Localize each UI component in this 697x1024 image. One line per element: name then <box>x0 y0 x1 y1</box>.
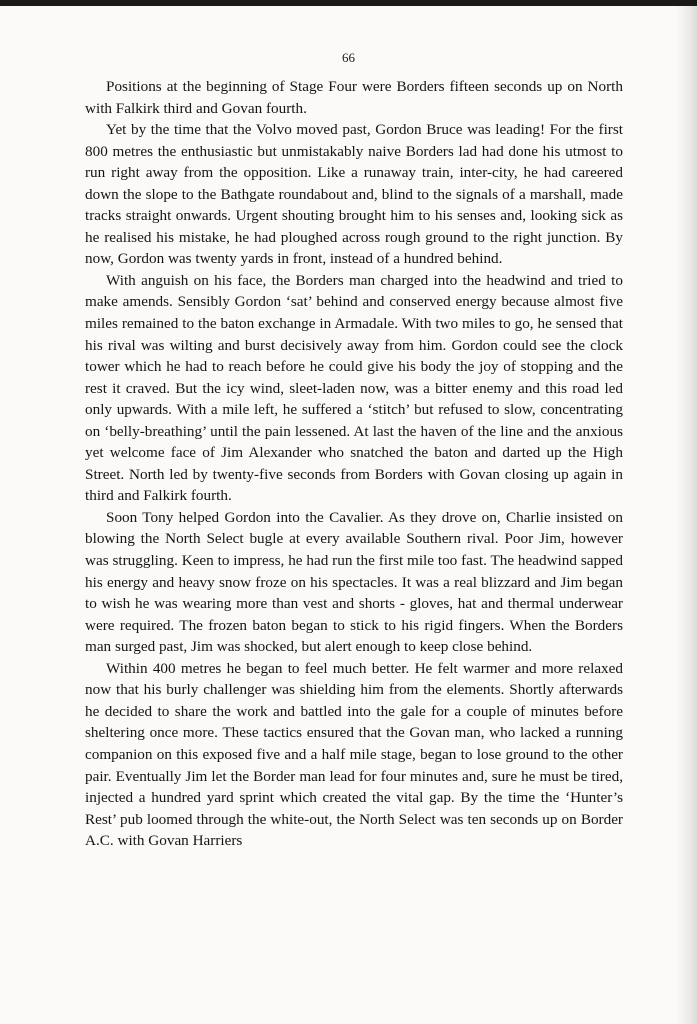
paragraph-3: With anguish on his face, the Borders man charged into the headwind and tried to make amends. Sensibly Gordon ‘sat’ behind and conserved energy because almost five miles remained to the baton exchange in Armadale. With two miles to go, he sensed that his rival was wilting and burst decisively away from him. Gordon could see the clock tower which he had to reach before he could give his body the joy of stopping and the rest it craved. But the icy wind, sleet-laden now, was a bitter enemy and this road led only upwards. With a mile left, he suffered a ‘stitch’ but refused to slow, concentrating on ‘belly-breathing’ until the pain lessened. At last the haven of the line and the anxious yet welcome face of Jim Alexander who snatched the baton and darted up the High Street. North led by twenty-five seconds from Borders with Govan closing up again in third and Falkirk fourth. <box>85 271 623 505</box>
body-text <box>85 76 623 852</box>
page-binding-shadow <box>675 0 697 1024</box>
paragraph-4: Soon Tony helped Gordon into the Cavalier. As they drove on, Charlie insisted on blowing the North Select bugle at every available Southern rival. Poor Jim, however was struggling. Keen to impress, he had run the first mile too fast. The headwind sapped his energy and heavy snow froze on his spectacles. It was a real blizzard and Jim began to wish he was wearing more than vest and shorts - gloves, hat and thermal underwear were required. The frozen baton began to stick to his rigid fingers. When the Borders man surged past, Jim was shocked, but alert enough to keep close behind. <box>85 508 623 656</box>
paragraph-1: Positions at the beginning of Stage Four were Borders fifteen seconds up on North with Falkirk third and Govan fourth. <box>85 78 623 117</box>
page-number: 66 <box>342 50 355 65</box>
scan-top-edge <box>0 0 697 6</box>
paragraph-5: Within 400 metres he began to feel much better. He felt warmer and more relaxed now that his burly challenger was shielding him from the elements. Shortly afterwards he decided to share the work and battled into the gale for a couple of minutes before sheltering once more. These tactics ensured that the Govan man, who lacked a running companion on this exposed five and a half mile stage, began to lose ground to the other pair. Eventually Jim let the Border man lead for four minutes and, sure he must be tired, injected a hundred yard sprint which created the vital gap. By the time the ‘Hunter’s Rest’ pub loomed through the white-out, the North Select was ten seconds up on Border A.C. with Govan Harriers <box>85 659 623 850</box>
paragraph-2: Yet by the time that the Volvo moved past, Gordon Bruce was leading! For the first 800 metres the enthusiastic but unmistakably naive Borders lad had done his utmost to run right away from the opposition. Like a runaway train, inter-city, he had careered down the slope to the Bathgate roundabout and, blind to the signals of a marshall, made tracks straight onwards. Urgent shouting brought him to his senses and, looking sick as he realised his mistake, he had ploughed across rough ground to the right junction. By now, Gordon was twenty yards in front, instead of a hundred behind. <box>85 121 623 268</box>
